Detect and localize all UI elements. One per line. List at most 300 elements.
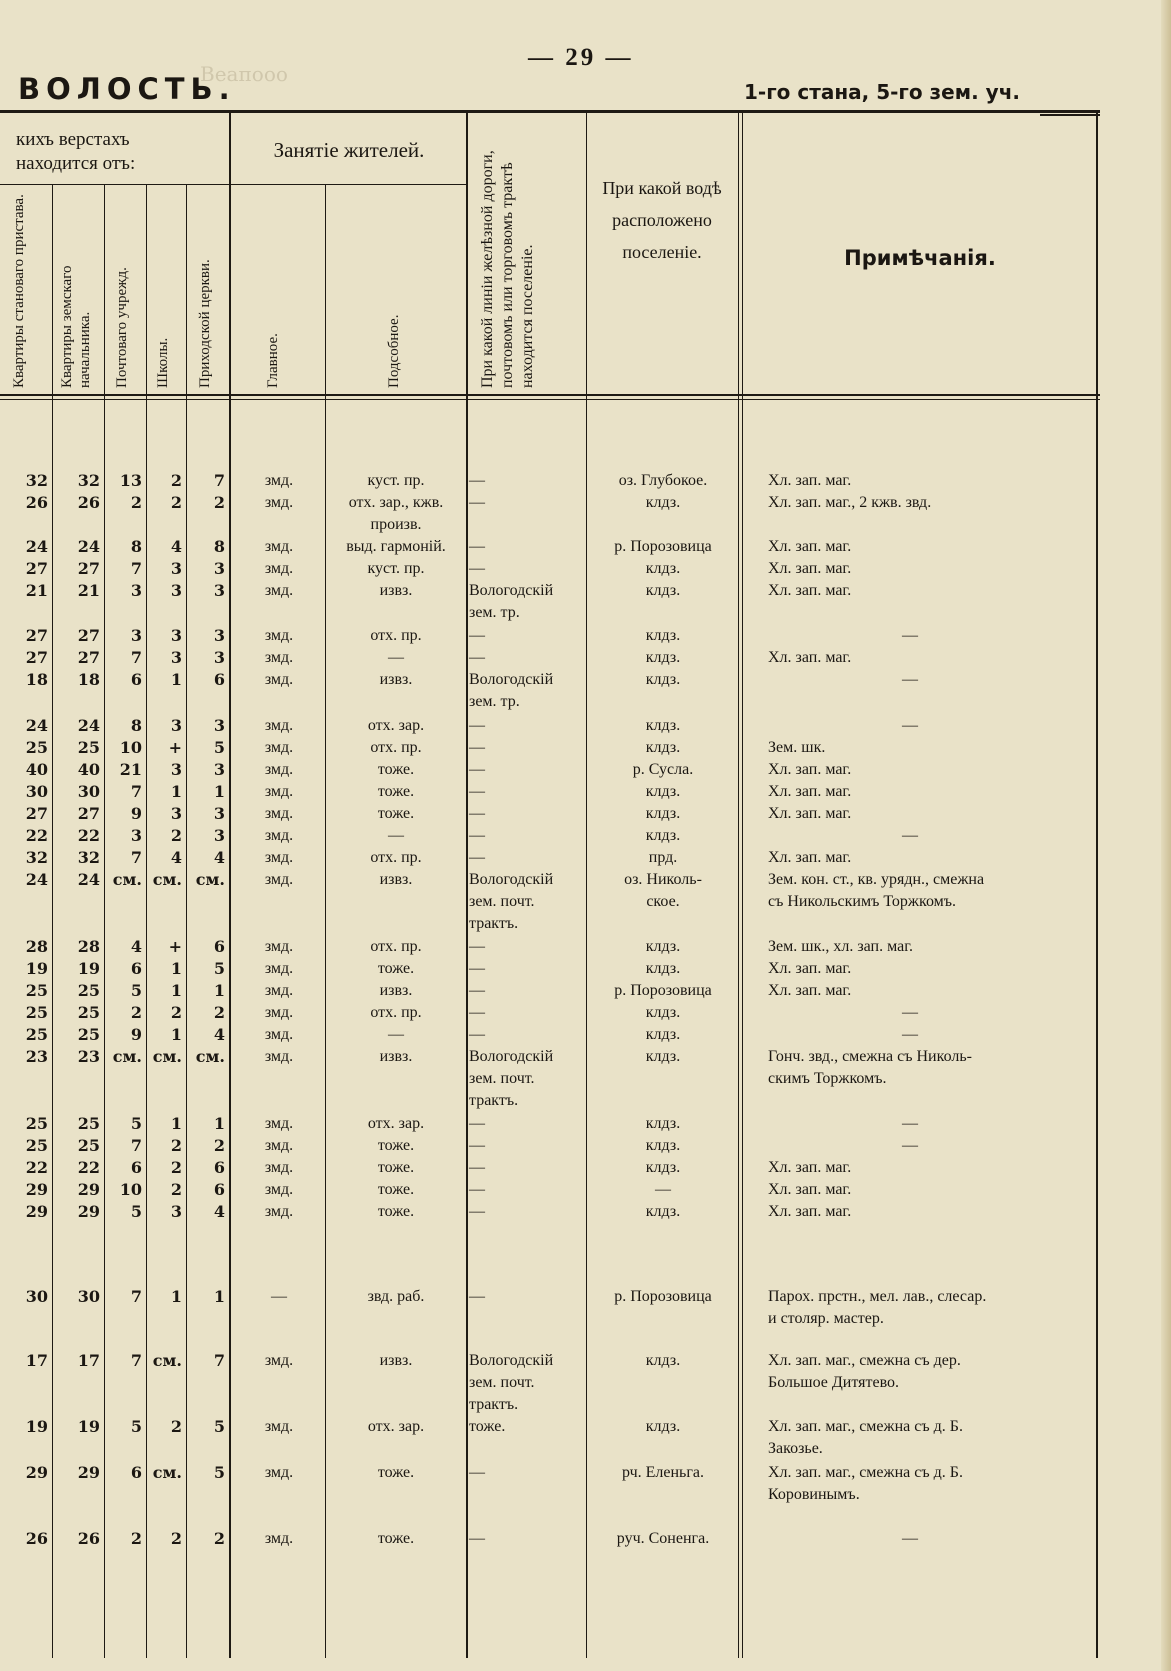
cell-d: 3 bbox=[170, 760, 182, 779]
cell-road: — bbox=[469, 1115, 485, 1132]
cell-e: 8 bbox=[213, 537, 225, 556]
cell-aux-occupation: извз. bbox=[379, 871, 413, 888]
cell-notes: — bbox=[902, 671, 918, 688]
cell-d: см. bbox=[152, 870, 182, 889]
cell-d: + bbox=[168, 738, 182, 757]
cell-c: 9 bbox=[130, 804, 142, 823]
cell-e: 6 bbox=[213, 670, 225, 689]
col-divider bbox=[325, 184, 326, 1658]
cell-aux-occupation: — bbox=[388, 827, 404, 844]
cell-road: — bbox=[469, 1203, 485, 1220]
top-rule-right bbox=[1040, 114, 1100, 116]
cell-c: 7 bbox=[130, 648, 142, 667]
cell-a: 40 bbox=[25, 760, 48, 779]
cell-b: 30 bbox=[77, 782, 100, 801]
cell-d: 3 bbox=[170, 804, 182, 823]
cell-e: 5 bbox=[213, 959, 225, 978]
cell-a: 26 bbox=[25, 1529, 48, 1548]
cell-e: 3 bbox=[213, 760, 225, 779]
cell-e: см. bbox=[195, 1047, 225, 1066]
cell-main-occupation: змд. bbox=[264, 538, 294, 555]
cell-road: трактъ. bbox=[469, 1396, 519, 1413]
cell-aux-occupation: выд. гармоній. bbox=[346, 538, 446, 555]
cell-road: — bbox=[469, 827, 485, 844]
cell-d: 2 bbox=[170, 1003, 182, 1022]
cell-road: зем. почт. bbox=[469, 1070, 535, 1087]
cell-main-occupation: змд. bbox=[264, 1137, 294, 1154]
cell-road: Вологодскій bbox=[469, 871, 554, 888]
cell-a: 25 bbox=[25, 1003, 48, 1022]
cell-e: 5 bbox=[213, 738, 225, 757]
cell-aux-occupation: тоже. bbox=[377, 1203, 415, 1220]
cell-b: 40 bbox=[77, 760, 100, 779]
cell-water: клдз. bbox=[645, 717, 681, 734]
cell-d: 3 bbox=[170, 559, 182, 578]
cell-d: 3 bbox=[170, 581, 182, 600]
cell-main-occupation: змд. bbox=[264, 472, 294, 489]
cell-b: 26 bbox=[77, 493, 100, 512]
cell-water: р. Порозовица bbox=[614, 982, 712, 999]
cell-main-occupation: змд. bbox=[264, 627, 294, 644]
cell-a: 32 bbox=[25, 471, 48, 490]
cell-aux-occupation: извз. bbox=[379, 582, 413, 599]
group-header-rule bbox=[0, 184, 232, 185]
cell-water: клдз. bbox=[645, 560, 681, 577]
col-divider bbox=[466, 112, 468, 1658]
cell-c: 8 bbox=[130, 716, 142, 735]
cell-d: см. bbox=[152, 1463, 182, 1482]
cell-main-occupation: змд. bbox=[264, 805, 294, 822]
cell-water: р. Порозовица bbox=[614, 538, 712, 555]
cell-aux-occupation: отх. зар., кжв. bbox=[348, 494, 444, 511]
cell-b: 25 bbox=[77, 738, 100, 757]
cell-c: 8 bbox=[130, 537, 142, 556]
cell-a: 26 bbox=[25, 493, 48, 512]
cell-road: — bbox=[469, 472, 485, 489]
cell-a: 25 bbox=[25, 1114, 48, 1133]
cell-d: 2 bbox=[170, 493, 182, 512]
cell-b: 24 bbox=[77, 537, 100, 556]
cell-c: 3 bbox=[130, 826, 142, 845]
school-header: Школы. bbox=[155, 337, 171, 388]
cell-road: — bbox=[469, 1026, 485, 1043]
cell-d: 2 bbox=[170, 1529, 182, 1548]
cell-road: — bbox=[469, 717, 485, 734]
cell-notes: съ Никольскимъ Торжкомъ. bbox=[768, 893, 957, 910]
cell-road: — bbox=[469, 494, 485, 511]
cell-water: оз. Глубокое. bbox=[618, 472, 708, 489]
cell-main-occupation: змд. bbox=[264, 1004, 294, 1021]
cell-b: 18 bbox=[77, 670, 100, 689]
cell-notes: — bbox=[902, 1137, 918, 1154]
cell-b: 23 bbox=[77, 1047, 100, 1066]
col-divider bbox=[146, 184, 147, 1658]
cell-a: 22 bbox=[25, 1158, 48, 1177]
cell-road: — bbox=[469, 1464, 485, 1481]
aux-occupation-header: Подсобное. bbox=[386, 314, 402, 388]
cell-road: трактъ. bbox=[469, 915, 519, 932]
cell-a: 23 bbox=[25, 1047, 48, 1066]
cell-a: 29 bbox=[25, 1463, 48, 1482]
cell-road: Вологодскій bbox=[469, 582, 554, 599]
cell-road: — bbox=[469, 960, 485, 977]
cell-notes: и столяр. мастер. bbox=[768, 1310, 884, 1327]
cell-d: 3 bbox=[170, 626, 182, 645]
cell-notes: Хл. зап. маг. bbox=[768, 849, 852, 866]
post-header: Почтоваго учрежд. bbox=[114, 267, 130, 388]
cell-d: 2 bbox=[170, 1180, 182, 1199]
cell-road: тоже. bbox=[469, 1418, 506, 1435]
cell-main-occupation: змд. bbox=[264, 494, 294, 511]
cell-c: 3 bbox=[130, 626, 142, 645]
cell-water: клдз. bbox=[645, 671, 681, 688]
cell-aux-occupation: отх. зар. bbox=[367, 717, 425, 734]
cell-b: 29 bbox=[77, 1180, 100, 1199]
cell-water: клдз. bbox=[645, 627, 681, 644]
cell-e: 5 bbox=[213, 1417, 225, 1436]
cell-d: 1 bbox=[170, 670, 182, 689]
cell-road: — bbox=[469, 982, 485, 999]
cell-main-occupation: змд. bbox=[264, 739, 294, 756]
cell-b: 19 bbox=[77, 1417, 100, 1436]
cell-e: 3 bbox=[213, 626, 225, 645]
cell-road: — bbox=[469, 761, 485, 778]
cell-aux-occupation: извз. bbox=[379, 1352, 413, 1369]
cell-notes: скимъ Торжкомъ. bbox=[768, 1070, 887, 1087]
cell-c: 2 bbox=[130, 1003, 142, 1022]
cell-c: 5 bbox=[130, 1114, 142, 1133]
cell-main-occupation: змд. bbox=[264, 582, 294, 599]
cell-c: 5 bbox=[130, 981, 142, 1000]
cell-b: 29 bbox=[77, 1463, 100, 1482]
cell-c: 2 bbox=[130, 1529, 142, 1548]
cell-main-occupation: змд. bbox=[264, 1352, 294, 1369]
cell-main-occupation: змд. bbox=[264, 871, 294, 888]
cell-water: клдз. bbox=[645, 1159, 681, 1176]
station-title: 1-го стана, 5-го зем. уч. bbox=[744, 80, 1021, 104]
cell-a: 19 bbox=[25, 959, 48, 978]
cell-aux-occupation: тоже. bbox=[377, 1137, 415, 1154]
bleed-through-text: Веапооо bbox=[200, 62, 288, 86]
cell-aux-occupation: куст. пр. bbox=[367, 560, 425, 577]
cell-notes: — bbox=[902, 1004, 918, 1021]
cell-road: зем. почт. bbox=[469, 1374, 535, 1391]
header-bottom-rule-2 bbox=[0, 399, 1100, 400]
cell-d: 1 bbox=[170, 1025, 182, 1044]
cell-aux-occupation: извз. bbox=[379, 1048, 413, 1065]
occupation-group-rule bbox=[232, 184, 468, 185]
cell-road: — bbox=[469, 1159, 485, 1176]
cell-d: 3 bbox=[170, 1202, 182, 1221]
cell-d: 2 bbox=[170, 1158, 182, 1177]
cell-water: клдз. bbox=[645, 1026, 681, 1043]
cell-road: — bbox=[469, 938, 485, 955]
cell-e: см. bbox=[195, 870, 225, 889]
cell-aux-occupation: тоже. bbox=[377, 1530, 415, 1547]
cell-c: 7 bbox=[130, 1287, 142, 1306]
cell-aux-occupation: извз. bbox=[379, 982, 413, 999]
cell-d: 2 bbox=[170, 471, 182, 490]
cell-main-occupation: змд. bbox=[264, 938, 294, 955]
cell-aux-occupation: тоже. bbox=[377, 805, 415, 822]
cell-notes: Хл. зап. маг. bbox=[768, 538, 852, 555]
cell-b: 22 bbox=[77, 826, 100, 845]
col-divider bbox=[742, 112, 743, 1658]
cell-e: 2 bbox=[213, 1529, 225, 1548]
cell-e: 4 bbox=[213, 848, 225, 867]
cell-aux-occupation: тоже. bbox=[377, 761, 415, 778]
cell-road: Вологодскій bbox=[469, 1352, 554, 1369]
cell-road: — bbox=[469, 849, 485, 866]
cell-water: руч. Соненга. bbox=[616, 1530, 710, 1547]
cell-a: 27 bbox=[25, 559, 48, 578]
cell-road: Вологодскій bbox=[469, 1048, 554, 1065]
cell-a: 18 bbox=[25, 670, 48, 689]
cell-a: 24 bbox=[25, 716, 48, 735]
cell-e: 6 bbox=[213, 937, 225, 956]
cell-b: 26 bbox=[77, 1529, 100, 1548]
cell-e: 3 bbox=[213, 559, 225, 578]
cell-d: см. bbox=[152, 1047, 182, 1066]
cell-c: 7 bbox=[130, 1351, 142, 1370]
cell-notes: Закозье. bbox=[768, 1440, 823, 1457]
cell-aux-occupation: отх. пр. bbox=[370, 938, 422, 955]
cell-c: 10 bbox=[119, 1180, 142, 1199]
cell-b: 24 bbox=[77, 716, 100, 735]
road-header: При какой линіи желѣзной дороги, почтовомъ или торговомъ трактѣ находится поселеніе. bbox=[479, 150, 536, 388]
cell-b: 32 bbox=[77, 848, 100, 867]
cell-e: 2 bbox=[213, 1136, 225, 1155]
cell-main-occupation: змд. bbox=[264, 671, 294, 688]
cell-a: 29 bbox=[25, 1180, 48, 1199]
cell-a: 27 bbox=[25, 648, 48, 667]
cell-road: — bbox=[469, 538, 485, 555]
cell-notes: Хл. зап. маг., смежна съ дер. bbox=[768, 1352, 961, 1369]
cell-road: — bbox=[469, 1288, 485, 1305]
cell-a: 27 bbox=[25, 626, 48, 645]
cell-water: р. Сусла. bbox=[632, 761, 694, 778]
cell-road: зем. тр. bbox=[469, 693, 520, 710]
cell-b: 27 bbox=[77, 804, 100, 823]
cell-aux-occupation: — bbox=[388, 649, 404, 666]
cell-e: 7 bbox=[213, 471, 225, 490]
cell-b: 27 bbox=[77, 648, 100, 667]
cell-main-occupation: змд. bbox=[264, 1530, 294, 1547]
cell-main-occupation: змд. bbox=[264, 1181, 294, 1198]
cell-c: см. bbox=[112, 870, 142, 889]
cell-aux-occupation: — bbox=[388, 1026, 404, 1043]
cell-notes: Коровинымъ. bbox=[768, 1486, 860, 1503]
cell-main-occupation: — bbox=[271, 1288, 287, 1305]
cell-notes: Хл. зап. маг. bbox=[768, 1203, 852, 1220]
cell-a: 28 bbox=[25, 937, 48, 956]
cell-notes: — bbox=[902, 1115, 918, 1132]
cell-notes: Зем. кон. ст., кв. урядн., смежна bbox=[768, 871, 985, 888]
page-edge bbox=[1161, 0, 1171, 1671]
cell-main-occupation: змд. bbox=[264, 982, 294, 999]
cell-b: 25 bbox=[77, 1003, 100, 1022]
cell-water: клдз. bbox=[645, 1418, 681, 1435]
distance-group-header: кихъ верстахъ находится отъ: bbox=[16, 129, 136, 174]
cell-b: 29 bbox=[77, 1202, 100, 1221]
cell-b: 21 bbox=[77, 581, 100, 600]
cell-c: 13 bbox=[119, 471, 142, 490]
zemsky-quarters-header: Квартиры земскаго начальника. bbox=[59, 265, 93, 388]
cell-aux-occupation: отх. зар. bbox=[367, 1418, 425, 1435]
cell-aux-occupation: тоже. bbox=[377, 783, 415, 800]
cell-c: 4 bbox=[130, 937, 142, 956]
cell-e: 6 bbox=[213, 1180, 225, 1199]
cell-e: 3 bbox=[213, 804, 225, 823]
notes-header: Примѣчанія. bbox=[844, 246, 996, 270]
cell-road: — bbox=[469, 1181, 485, 1198]
cell-road: — bbox=[469, 1530, 485, 1547]
cell-notes: Хл. зап. маг. bbox=[768, 783, 852, 800]
cell-main-occupation: змд. bbox=[264, 1418, 294, 1435]
cell-a: 32 bbox=[25, 848, 48, 867]
cell-a: 25 bbox=[25, 1025, 48, 1044]
cell-c: 21 bbox=[119, 760, 142, 779]
cell-b: 17 bbox=[77, 1351, 100, 1370]
cell-e: 1 bbox=[213, 1287, 225, 1306]
cell-a: 30 bbox=[25, 1287, 48, 1306]
water-header: При какой водѣ расположено поселеніе. bbox=[602, 178, 722, 262]
cell-main-occupation: змд. bbox=[264, 761, 294, 778]
cell-main-occupation: змд. bbox=[264, 1026, 294, 1043]
occupation-group-header: Занятіе жителей. bbox=[273, 138, 425, 162]
cell-water: клдз. bbox=[645, 739, 681, 756]
cell-road: — bbox=[469, 627, 485, 644]
cell-notes: Хл. зап. маг., 2 кжв. звд. bbox=[768, 494, 932, 511]
cell-road: — bbox=[469, 739, 485, 756]
col-divider bbox=[52, 184, 53, 1658]
cell-water: клдз. bbox=[645, 938, 681, 955]
cell-notes: Хл. зап. маг. bbox=[768, 805, 852, 822]
cell-notes: Хл. зап. маг. bbox=[768, 1181, 852, 1198]
cell-a: 19 bbox=[25, 1417, 48, 1436]
cell-water: клдз. bbox=[645, 1352, 681, 1369]
cell-c: 10 bbox=[119, 738, 142, 757]
cell-aux-occupation: тоже. bbox=[377, 960, 415, 977]
cell-d: 4 bbox=[170, 848, 182, 867]
cell-b: 28 bbox=[77, 937, 100, 956]
cell-c: 5 bbox=[130, 1202, 142, 1221]
church-header: Приходской церкви. bbox=[197, 259, 213, 388]
cell-notes: Большое Дитятево. bbox=[768, 1374, 900, 1391]
cell-road: зем. почт. bbox=[469, 893, 535, 910]
cell-notes: — bbox=[902, 827, 918, 844]
cell-a: 22 bbox=[25, 826, 48, 845]
cell-b: 25 bbox=[77, 1114, 100, 1133]
cell-main-occupation: змд. bbox=[264, 1159, 294, 1176]
cell-aux-occupation: отх. зар. bbox=[367, 1115, 425, 1132]
cell-a: 30 bbox=[25, 782, 48, 801]
cell-water: ское. bbox=[646, 893, 680, 910]
cell-d: 4 bbox=[170, 537, 182, 556]
cell-a: 21 bbox=[25, 581, 48, 600]
cell-aux-occupation: тоже. bbox=[377, 1159, 415, 1176]
cell-notes: — bbox=[902, 1530, 918, 1547]
cell-c: 7 bbox=[130, 559, 142, 578]
cell-c: 7 bbox=[130, 848, 142, 867]
cell-e: 1 bbox=[213, 782, 225, 801]
cell-main-occupation: змд. bbox=[264, 717, 294, 734]
cell-aux-occupation: отх. пр. bbox=[370, 627, 422, 644]
cell-water: клдз. bbox=[645, 1203, 681, 1220]
cell-a: 25 bbox=[25, 738, 48, 757]
cell-c: 6 bbox=[130, 670, 142, 689]
cell-main-occupation: змд. bbox=[264, 960, 294, 977]
cell-water: клдз. bbox=[645, 783, 681, 800]
cell-main-occupation: змд. bbox=[264, 1464, 294, 1481]
cell-a: 24 bbox=[25, 870, 48, 889]
cell-a: 25 bbox=[25, 981, 48, 1000]
stan-quarters-header: Квартиры становаго пристава. bbox=[11, 194, 27, 388]
cell-c: 7 bbox=[130, 782, 142, 801]
cell-notes: Гонч. звд., смежна съ Николь- bbox=[768, 1048, 972, 1065]
cell-d: 1 bbox=[170, 782, 182, 801]
cell-b: 32 bbox=[77, 471, 100, 490]
col-divider bbox=[104, 184, 105, 1658]
cell-notes: Хл. зап. маг., смежна съ д. Б. bbox=[768, 1464, 963, 1481]
cell-e: 3 bbox=[213, 581, 225, 600]
cell-b: 27 bbox=[77, 626, 100, 645]
cell-road: Вологодскій bbox=[469, 671, 554, 688]
cell-water: прд. bbox=[648, 849, 678, 866]
cell-e: 3 bbox=[213, 648, 225, 667]
cell-main-occupation: змд. bbox=[264, 827, 294, 844]
cell-a: 29 bbox=[25, 1202, 48, 1221]
cell-notes: — bbox=[902, 1026, 918, 1043]
cell-notes: Хл. зап. маг. bbox=[768, 582, 852, 599]
cell-notes: Парох. прстн., мел. лав., слесар. bbox=[768, 1288, 987, 1305]
cell-main-occupation: змд. bbox=[264, 649, 294, 666]
cell-water: клдз. bbox=[645, 1048, 681, 1065]
cell-notes: Хл. зап. маг. bbox=[768, 960, 852, 977]
cell-water: клдз. bbox=[645, 805, 681, 822]
cell-road: — bbox=[469, 560, 485, 577]
cell-c: 2 bbox=[130, 493, 142, 512]
cell-b: 30 bbox=[77, 1287, 100, 1306]
cell-c: 7 bbox=[130, 1136, 142, 1155]
cell-c: 9 bbox=[130, 1025, 142, 1044]
cell-d: 3 bbox=[170, 716, 182, 735]
cell-e: 4 bbox=[213, 1202, 225, 1221]
cell-notes: Хл. зап. маг., смежна съ д. Б. bbox=[768, 1418, 963, 1435]
cell-notes: Хл. зап. маг. bbox=[768, 761, 852, 778]
cell-e: 3 bbox=[213, 826, 225, 845]
cell-notes: Зем. шк., хл. зап. маг. bbox=[768, 938, 913, 955]
cell-aux-occupation: тоже. bbox=[377, 1181, 415, 1198]
cell-water: клдз. bbox=[645, 494, 681, 511]
cell-d: см. bbox=[152, 1351, 182, 1370]
col-divider bbox=[586, 112, 587, 1658]
cell-water: клдз. bbox=[645, 827, 681, 844]
cell-a: 25 bbox=[25, 1136, 48, 1155]
cell-water: клдз. bbox=[645, 1115, 681, 1132]
cell-b: 24 bbox=[77, 870, 100, 889]
cell-d: 1 bbox=[170, 1287, 182, 1306]
cell-e: 2 bbox=[213, 493, 225, 512]
cell-water: клдз. bbox=[645, 582, 681, 599]
cell-e: 1 bbox=[213, 1114, 225, 1133]
cell-water: р. Порозовица bbox=[614, 1288, 712, 1305]
cell-road: — bbox=[469, 649, 485, 666]
cell-notes: Зем. шк. bbox=[768, 739, 826, 756]
header-bottom-rule bbox=[0, 394, 1100, 396]
cell-e: 5 bbox=[213, 1463, 225, 1482]
cell-d: 2 bbox=[170, 1136, 182, 1155]
